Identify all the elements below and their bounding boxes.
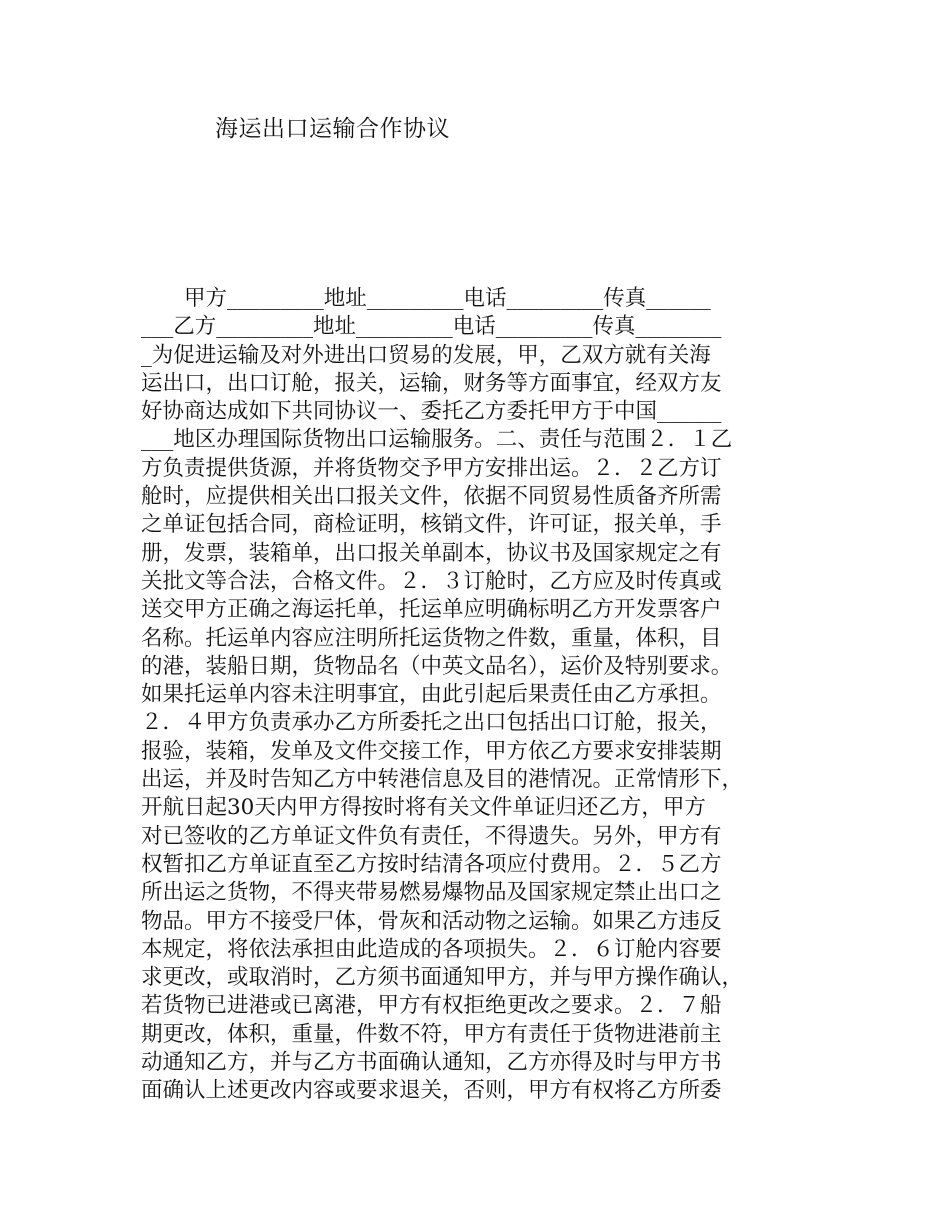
document-line: 报验，装箱，发单及文件交接工作，甲方依乙方要求安排装期 <box>141 738 722 764</box>
document-line: 开航日起30天内甲方得按时将有关文件单证归还乙方，甲方 <box>141 795 706 821</box>
document-line: 方负责提供货源，并将货物交予甲方安排出运。２．２乙方订 <box>141 455 722 481</box>
document-line: 甲方_________地址_________电话_________传真______ <box>141 286 711 311</box>
document-line: 本规定，将依法承担由此造成的各项损失。２．６订舱内容要 <box>141 936 722 962</box>
document-line: 期更改，体积，重量，件数不符，甲方有责任于货物进港前主 <box>141 1021 722 1047</box>
document-line: 所出运之货物，不得夹带易燃易爆物品及国家规定禁止出口之 <box>141 880 722 906</box>
document-line: 关批文等合法，合格文件。２．３订舱时，乙方应及时传真或 <box>141 568 722 594</box>
document-line: 册，发票，装箱单，出口报关单副本，协议书及国家规定之有 <box>141 540 722 566</box>
document-line: 之单证包括合同，商检证明，核销文件，许可证，报关单，手 <box>141 512 722 538</box>
document-line: 权暂扣乙方单证直至乙方按时结清各项应付费用。２．５乙方 <box>141 851 722 877</box>
document-line: 名称。托运单内容应注明所托运货物之件数，重量，体积，目 <box>141 625 722 651</box>
document-line: 若货物已进港或已离港，甲方有权拒绝更改之要求。２．７船 <box>141 993 722 1019</box>
document-line: 物品。甲方不接受尸体，骨灰和活动物之运输。如果乙方违反 <box>141 908 722 934</box>
document-line: 好协商达成如下共同协议一、委托乙方委托甲方于中国______ <box>141 399 722 425</box>
document-line: 求更改，或取消时，乙方须书面通知甲方，并与甲方操作确认， <box>141 965 744 991</box>
document-line: 的港，装船日期，货物品名（中英文品名），运价及特别要求。 <box>141 653 733 679</box>
document-line: ___乙方_________地址_________电话_________传真________ <box>141 314 722 340</box>
document-line: _为促进运输及对外进出口贸易的发展，甲，乙双方就有关海 <box>141 342 711 368</box>
document-line: 送交甲方正确之海运托单，托运单应明确标明乙方开发票客户 <box>141 597 722 623</box>
document-body <box>141 285 841 1106</box>
document-line: 对已签收的乙方单证文件负有责任，不得遗失。另外，甲方有 <box>141 823 722 849</box>
document-line: 出运，并及时告知乙方中转港信息及目的港情况。正常情形下， <box>141 767 744 793</box>
document-title: 海运出口运输合作协议 <box>215 116 450 142</box>
document-line: 运出口，出口订舱，报关，运输，财务等方面事宜，经双方友 <box>141 370 722 396</box>
document-line: 舱时，应提供相关出口报关文件，依据不同贸易性质备齐所需 <box>141 484 722 510</box>
document-line: ２．４甲方负责承办乙方所委托之出口包括出口订舱，报关， <box>141 710 722 736</box>
document-line: 面确认上述更改内容或要求退关，否则，甲方有权将乙方所委 <box>141 1078 722 1104</box>
document-line: ___地区办理国际货物出口运输服务。二、责任与范围２．１乙 <box>141 427 733 453</box>
document-line: 动通知乙方，并与乙方书面确认通知，乙方亦得及时与甲方书 <box>141 1050 722 1076</box>
document-line: 如果托运单内容未注明事宜，由此引起后果责任由乙方承担。 <box>141 682 722 708</box>
